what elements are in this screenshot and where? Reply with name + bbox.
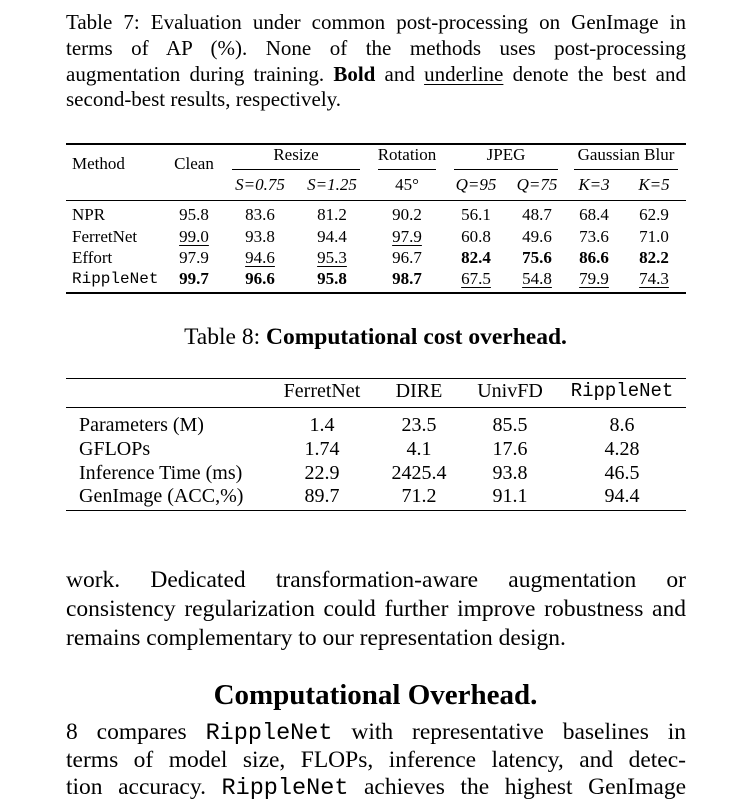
table8-row-label: Inference Time (ms) <box>79 462 243 484</box>
table7-cell: 49.6 <box>522 227 552 246</box>
table7-subheader: 45° <box>395 175 419 194</box>
table7-mid-rule <box>66 200 686 201</box>
table7-subheader: K=3 <box>578 175 610 194</box>
table8-cell: 4.1 <box>406 438 432 460</box>
table7-cell: 62.9 <box>639 205 669 224</box>
table8-row-label: GFLOPs <box>79 438 151 460</box>
table7-header-clean: Clean <box>174 154 214 173</box>
table7-caption-label: Table 7: <box>66 10 140 34</box>
table7-cell: 98.7 <box>392 269 422 288</box>
table8-bottom-rule <box>66 510 686 511</box>
method-name: RippleNet <box>205 720 333 747</box>
table7-bottom-rule <box>66 292 686 294</box>
table8-caption <box>0 322 751 352</box>
table8-header-ripplenet: RippleNet <box>570 380 674 402</box>
table7-cell: 97.9 <box>392 227 422 246</box>
table8-header-dire: DIRE <box>395 380 443 402</box>
table7-cell: 96.6 <box>245 269 275 288</box>
table7-cell: 95.8 <box>317 269 347 288</box>
table7-group-rotation: Rotation <box>377 145 437 164</box>
paragraph: work. Dedicated transformation-aware augmentation or consistency regularization could further improve robustness and remains complementary to our representation design. <box>66 567 686 651</box>
table8-cell: 91.1 <box>492 485 528 507</box>
table7-caption-text-2: and <box>375 61 425 86</box>
table7-cell: 90.2 <box>392 205 422 224</box>
table8-cell: 2425.4 <box>391 462 447 484</box>
paragraph-line <box>66 719 686 747</box>
table7-caption-text: Evaluation under common post-processing on GenImage in terms of AP (%). None of the methods uses post-processing augmentation during training. <box>66 10 686 86</box>
table7-cell: 48.7 <box>522 205 552 224</box>
table8 <box>66 378 686 512</box>
table7-cell: 93.8 <box>245 227 275 246</box>
table7-group-jpeg: JPEG <box>486 145 526 164</box>
table7-cell: 75.6 <box>522 248 552 267</box>
table8-cell: 1.74 <box>304 438 340 460</box>
table7-row-method: Effort <box>72 248 113 267</box>
table7-row-method: FerretNet <box>72 227 138 246</box>
table7-cell: 71.0 <box>639 227 669 246</box>
table7-cell: 54.8 <box>522 269 552 288</box>
table7-cell: 82.4 <box>461 248 491 267</box>
table7-group-gaussian-blur: Gaussian Blur <box>577 145 675 164</box>
table8-cell: 93.8 <box>492 462 528 484</box>
table8-header-ferretnet: FerretNet <box>283 380 361 402</box>
table7-row-method: NPR <box>72 205 106 224</box>
section-title: Computational Overhead. <box>213 679 538 711</box>
table8-caption-label: Table 8: <box>184 324 261 350</box>
table7-subheader: S=0.75 <box>235 175 285 194</box>
table7-caption-text-3: denote the best and second-best results, respectively. <box>66 61 686 112</box>
table7-cell: 60.8 <box>461 227 491 246</box>
table7-subheader: K=5 <box>638 175 670 194</box>
table7-cell: 68.4 <box>579 205 609 224</box>
table7-subheader: Q=95 <box>455 175 497 194</box>
table8-cell: 23.5 <box>401 414 437 436</box>
table8-header-univfd: UnivFD <box>477 380 543 402</box>
table8-row-label: Parameters (M) <box>79 414 204 436</box>
table8-cell: 4.28 <box>604 438 640 460</box>
table8-cell: 17.6 <box>492 438 528 460</box>
table7-cell: 83.6 <box>245 205 275 224</box>
table7-cell: 81.2 <box>317 205 347 224</box>
table8-cell: 89.7 <box>304 485 340 507</box>
table7-group-rule <box>378 169 436 170</box>
table7-cell: 82.2 <box>639 248 669 267</box>
table7-cell: 99.0 <box>179 227 209 246</box>
table7-group-resize: Resize <box>273 145 319 164</box>
table8-cell: 22.9 <box>304 462 340 484</box>
table7-cell: 94.4 <box>317 227 347 246</box>
table8-mid-rule <box>66 407 686 408</box>
caption-bold-word: Bold <box>333 61 376 86</box>
text-run: tion accuracy. <box>66 774 222 800</box>
table7-caption <box>66 10 686 113</box>
caption-underline-word: underline <box>424 61 504 86</box>
table7-cell: 67.5 <box>461 269 491 288</box>
table7-cell: 86.6 <box>579 248 609 267</box>
table7-cell: 95.3 <box>317 248 347 267</box>
table8-caption-title: Computational cost overhead. <box>265 324 567 350</box>
table8-cell: 8.6 <box>609 414 635 436</box>
table7-cell: 99.7 <box>179 269 209 288</box>
table7-subheader: Q=75 <box>516 175 558 194</box>
text-run: with representative baselines in <box>332 719 686 745</box>
table7-subheader: S=1.25 <box>307 175 357 194</box>
table8-cell: 46.5 <box>604 462 640 484</box>
text-run: achieves the highest GenImage <box>348 774 686 800</box>
paragraph-line: terms of model size, FLOPs, inference latency, and detec- <box>66 746 686 773</box>
table7 <box>66 143 686 294</box>
table7-header-method: Method <box>72 154 125 173</box>
table8-cell: 94.4 <box>604 485 640 507</box>
paragraph-line <box>66 774 686 802</box>
table7-cell: 96.7 <box>392 248 422 267</box>
table8-cell: 85.5 <box>492 414 528 436</box>
paragraph <box>66 719 686 802</box>
table7-cell: 79.9 <box>579 269 609 288</box>
table7-cell: 73.6 <box>579 227 609 246</box>
table7-cell: 74.3 <box>639 269 669 288</box>
table7-group-rule <box>574 169 678 170</box>
table7-cell: 94.6 <box>245 248 275 267</box>
table7-cell: 95.8 <box>179 205 209 224</box>
table7-row-method: RippleNet <box>72 270 159 288</box>
text-run: 8 compares <box>66 719 206 745</box>
table8-row-label: GenImage (ACC,%) <box>79 485 244 507</box>
table8-cell: 1.4 <box>309 414 335 436</box>
method-name: RippleNet <box>221 775 349 802</box>
table7-group-rule <box>454 169 558 170</box>
table7-cell: 56.1 <box>461 205 491 224</box>
table8-cell: 71.2 <box>401 485 437 507</box>
table7-group-rule <box>232 169 360 170</box>
table7-cell: 97.9 <box>179 248 209 267</box>
